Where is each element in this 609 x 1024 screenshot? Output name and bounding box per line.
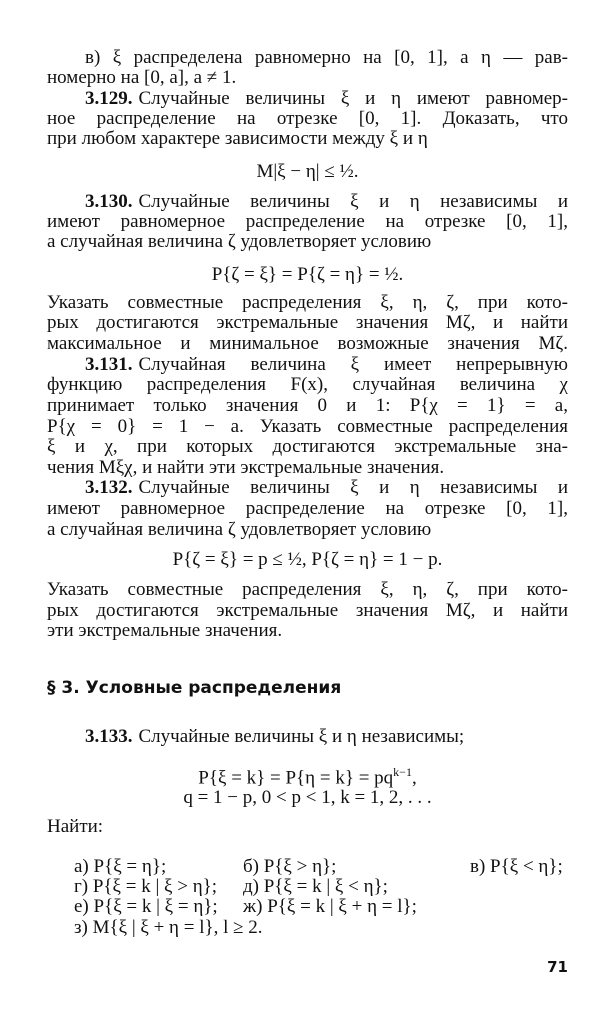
- line-text: ξ и χ, при которых достигаются экстремальные зна-: [47, 436, 568, 457]
- line-text: Случайные величины ξ и η независимы и: [138, 191, 568, 212]
- line-text: а случайная величина ζ удовлетворяет условию: [47, 231, 432, 252]
- text-line: [47, 416, 568, 438]
- problem-number: 3.132.: [85, 477, 133, 498]
- subproblem-item: з) M{ξ | ξ + η = l}, l ≥ 2.: [74, 917, 263, 938]
- line-text: P{ζ = ξ} = p ≤ ½, P{ζ = η} = 1 − p.: [172, 549, 443, 570]
- formula-line: [47, 264, 568, 286]
- line-text: Найти:: [47, 816, 104, 837]
- line-text: Указать совместные распределения ξ, η, ζ, при кото-: [47, 292, 568, 313]
- line-text: функцию распределения F(x), случайная величина χ: [47, 374, 568, 395]
- subproblem-item: е) P{ξ = k | ξ = η};: [74, 896, 218, 917]
- line-text: P{χ = 0} = 1 − a. Указать совместные распределения: [47, 416, 568, 437]
- line-text: рых достигаются экстремальные значения Mζ, и найти: [47, 600, 568, 621]
- problem-number: 3.131.: [85, 354, 133, 375]
- line-text: имеют равномерное распределение на отрезке [0, 1],: [47, 211, 568, 232]
- line-tail: ,: [411, 767, 417, 789]
- line-text: рых достигаются экстремальные значения Mζ, и найти: [47, 312, 568, 333]
- line-text: Случайные величины ξ и η независимы;: [138, 726, 465, 747]
- line-text: ное распределение на отрезке [0, 1]. Доказать, что: [47, 108, 568, 129]
- line-text: при любом характере зависимости между ξ и η: [47, 128, 428, 149]
- subproblem-item: ж) P{ξ = k | ξ + η = l};: [243, 896, 417, 917]
- line-text: Случайные величины ξ и η независимы и: [138, 477, 568, 498]
- text-line: [47, 292, 568, 314]
- text-line: [47, 312, 568, 334]
- text-line: [85, 726, 568, 748]
- line-text: Указать совместные распределения ξ, η, ζ, при кото-: [47, 579, 568, 600]
- text-line: [47, 67, 568, 89]
- text-line: [47, 620, 568, 642]
- text-line: [47, 211, 568, 233]
- problem-number: 3.130.: [85, 191, 133, 212]
- line-text: а случайная величина ζ удовлетворяет условию: [47, 519, 432, 540]
- text-line: [47, 579, 568, 601]
- line-text: Случайные величины ξ и η имеют равномер-: [138, 88, 568, 109]
- text-line: [47, 374, 568, 396]
- text-line: [85, 191, 568, 213]
- subproblem-item: г) P{ξ = k | ξ > η};: [74, 876, 218, 897]
- text-line: [47, 395, 568, 417]
- exponent: k−1: [393, 765, 412, 779]
- line-text: q = 1 − p, 0 < p < 1, k = 1, 2, . . .: [183, 787, 432, 808]
- text-line: [85, 354, 568, 376]
- text-line: [85, 88, 568, 110]
- text-line: [47, 816, 568, 838]
- text-line: [47, 108, 568, 130]
- line-text: § 3. Условные распределения: [47, 678, 342, 698]
- text-line: [47, 128, 568, 150]
- text-line: [85, 47, 568, 69]
- formula-line: [47, 761, 568, 789]
- line-text: номерно на [0, a], a ≠ 1.: [47, 67, 237, 88]
- subproblem-item: б) P{ξ > η};: [243, 856, 337, 877]
- text-line: [85, 477, 568, 499]
- problem-number: 3.133.: [85, 726, 133, 747]
- text-line: [47, 519, 568, 541]
- subproblem-item: а) P{ξ = η};: [74, 856, 167, 877]
- text-line: [47, 600, 568, 622]
- section-heading: [47, 677, 568, 699]
- text-line: [47, 498, 568, 520]
- line-text: M|ξ − η| ≤ ½.: [256, 161, 359, 182]
- line-text: чения Mξχ, и найти эти экстремальные значения.: [47, 457, 445, 478]
- line-text: P{ζ = ξ} = P{ζ = η} = ½.: [211, 264, 404, 285]
- text-line: [47, 457, 568, 479]
- page-number: 71: [547, 958, 568, 976]
- line-text: имеют равномерное распределение на отрезке [0, 1],: [47, 498, 568, 519]
- formula-line: [47, 161, 568, 183]
- formula-line: [47, 787, 568, 809]
- problem-number: 3.129.: [85, 88, 133, 109]
- subproblem-item: д) P{ξ = k | ξ < η};: [243, 876, 388, 897]
- line-text: эти экстремальные значения.: [47, 620, 283, 641]
- text-line: [47, 333, 568, 355]
- line-text: Случайная величина ξ имеет непрерывную: [138, 354, 568, 375]
- line-text: максимальное и минимальное возможные значения Mζ.: [47, 333, 568, 354]
- line-text: P{ξ = k} = P{η = k} = pq: [198, 767, 394, 789]
- formula-line: [47, 549, 568, 571]
- line-text: принимает только значения 0 и 1: P{χ = 1} = a,: [47, 395, 568, 416]
- line-text: в) ξ распределена равномерно на [0, 1], а η — рав-: [85, 47, 568, 68]
- text-line: [47, 231, 568, 253]
- text-line: [47, 436, 568, 458]
- subproblem-item: в) P{ξ < η};: [470, 856, 563, 877]
